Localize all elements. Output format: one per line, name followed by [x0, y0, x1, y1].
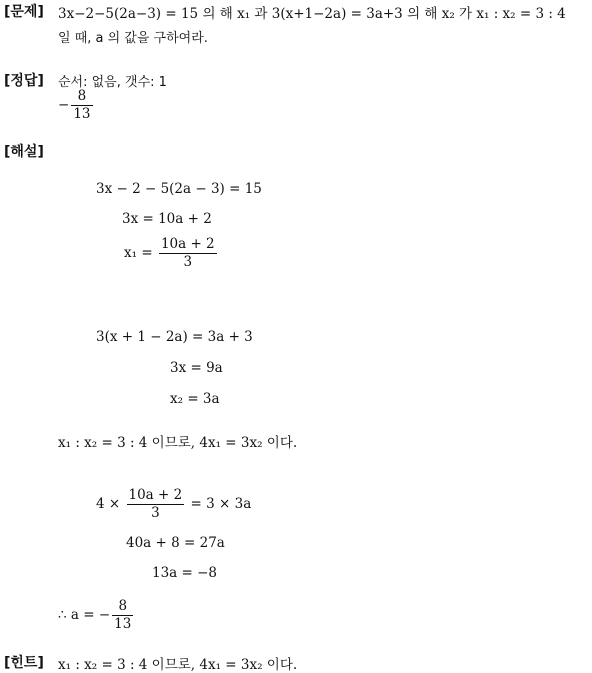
solution-eq-9: 13a = −8 [152, 565, 218, 581]
answer-sign: − [58, 97, 70, 113]
solution-eq-4: 3(x + 1 − 2a) = 3a + 3 [96, 329, 253, 345]
answer-meta: 순서: 없음, 갯수: 1 [58, 75, 167, 90]
solution-eq-3-num: 10a + 2 [160, 236, 215, 252]
answer-value [58, 88, 95, 123]
answer-fraction [71, 88, 92, 123]
solution-conclusion [58, 598, 135, 633]
answer-numerator: 8 [71, 88, 92, 106]
solution-ratio-line: x₁ : x₂ = 3 : 4 이므로, 4x₁ = 3x₂ 이다. [58, 435, 298, 451]
hint-text: x₁ : x₂ = 3 : 4 이므로, 4x₁ = 3x₂ 이다. [58, 657, 298, 673]
solution-eq-3-den: 3 [183, 254, 193, 270]
problem-label: [문제] [4, 4, 44, 20]
solution-conclusion-den: 13 [114, 616, 132, 632]
solution-eq-3-fraction [159, 236, 217, 271]
solution-eq-7-fraction [127, 487, 185, 522]
solution-eq-8: 40a + 8 = 27a [126, 535, 225, 551]
solution-eq-7-lhs: 4 × [96, 496, 121, 512]
solution-conclusion-lhs: ∴ a = − [58, 607, 111, 623]
problem-line-1: 3x−2−5(2a−3) = 15 의 해 x₁ 과 3(x+1−2a) = 3a+3 의 해 x₂ 가 x₁ : x₂ = 3 : 4 [58, 6, 566, 22]
solution-eq-6: x₂ = 3a [170, 391, 220, 407]
solution-conclusion-num: 8 [112, 598, 133, 616]
solution-eq-7-num: 10a + 2 [128, 487, 183, 503]
solution-eq-2: 3x = 10a + 2 [122, 211, 212, 227]
solution-eq-3-lhs: x₁ = [124, 245, 153, 261]
solution-label: [해설] [4, 144, 44, 160]
solution-eq-7-den: 3 [151, 505, 160, 521]
answer-denominator: 13 [73, 106, 91, 122]
solution-eq-1: 3x − 2 − 5(2a − 3) = 15 [96, 181, 262, 197]
solution-eq-7-rhs: = 3 × 3a [190, 496, 252, 512]
solution-conclusion-fraction [112, 598, 133, 633]
solution-eq-5: 3x = 9a [170, 360, 223, 376]
hint-label: [힌트] [4, 655, 44, 671]
problem-line-2: 일 때, a 의 값을 구하여라. [58, 31, 208, 46]
solution-eq-7 [96, 487, 251, 522]
solution-eq-3 [124, 236, 219, 271]
answer-label: [정답] [4, 73, 44, 89]
